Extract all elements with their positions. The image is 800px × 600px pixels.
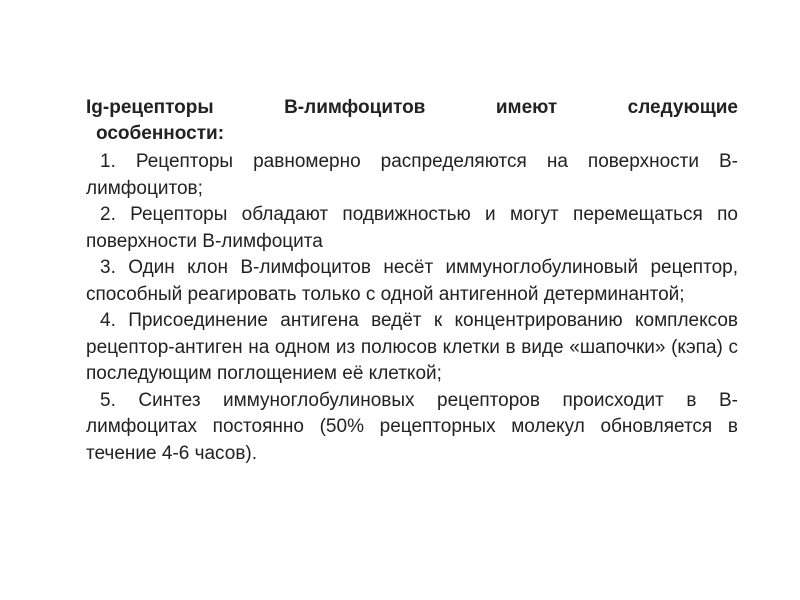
list-item-4: 4. Присоединение антигена ведёт к концентрированию комплексов рецептор-антиген на одном из полюсов клетки в виде «шапочки» (кэпа) с последующим поглощением её клеткой; — [86, 310, 738, 384]
list-item-1: 1. Рецепторы равномерно распределяются на поверхности В-лимфоцитов; — [86, 151, 738, 199]
feature-list — [86, 149, 738, 467]
list-item-2: 2. Рецепторы обладают подвижностью и могут перемещаться по поверхности В-лимфоцита — [86, 204, 738, 252]
slide-heading: Ig-рецепторы В-лимфоцитов имеют следующие — [86, 97, 738, 118]
list-item-3: 3. Один клон В-лимфоцитов несёт иммуноглобулиновый рецептор, способный реагировать только с одной антигенной детерминантой; — [86, 257, 738, 305]
list-item-5: 5. Синтез иммуноглобулиновых рецепторов происходит в В-лимфоцитах постоянно (50% рецепторных молекул обновляется в течение 4-6 часов). — [86, 389, 738, 464]
slide-heading-continuation: особенности: — [96, 123, 225, 144]
slide-content — [86, 95, 738, 467]
